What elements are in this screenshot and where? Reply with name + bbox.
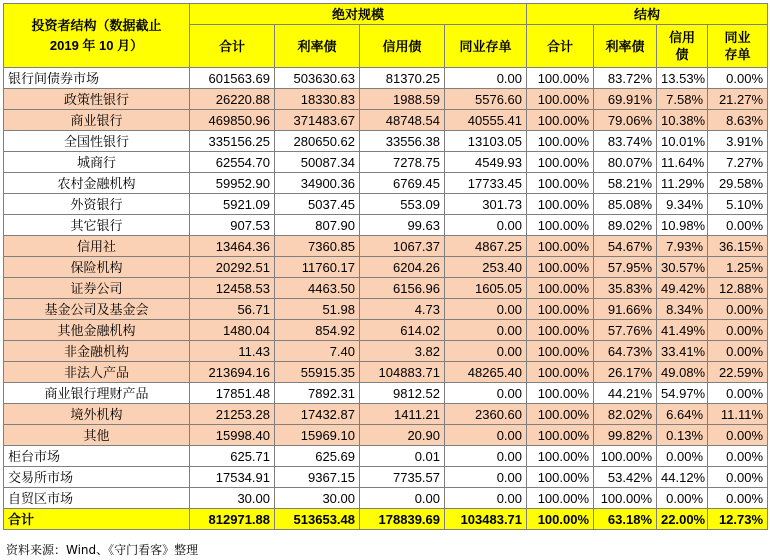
cell-value: 34900.36	[275, 173, 360, 194]
cell-value: 6156.96	[360, 278, 445, 299]
table-row	[4, 446, 768, 467]
cell-value: 79.06%	[594, 110, 657, 131]
cell-value: 55915.35	[275, 362, 360, 383]
cell-value: 0.00	[445, 320, 527, 341]
cell-value: 907.53	[190, 215, 275, 236]
cell-value: 26220.88	[190, 89, 275, 110]
cell-value: 1.25%	[708, 257, 768, 278]
cell-value: 99.82%	[594, 425, 657, 446]
cell-value: 29.58%	[708, 173, 768, 194]
row-label: 商业银行理财产品	[4, 383, 190, 404]
cell-value: 5037.45	[275, 194, 360, 215]
cell-value: 17432.87	[275, 404, 360, 425]
cell-value: 13.53%	[657, 68, 708, 89]
cell-value: 301.73	[445, 194, 527, 215]
cell-value: 11.29%	[657, 173, 708, 194]
cell-value: 7892.31	[275, 383, 360, 404]
cell-value: 0.01	[360, 446, 445, 467]
cell-value: 4867.25	[445, 236, 527, 257]
cell-value: 12.88%	[708, 278, 768, 299]
cell-value: 0.00	[445, 68, 527, 89]
cell-value: 53.42%	[594, 467, 657, 488]
cell-value: 82.02%	[594, 404, 657, 425]
cell-value: 11.11%	[708, 404, 768, 425]
cell-value: 1067.37	[360, 236, 445, 257]
cell-value: 30.00	[190, 488, 275, 509]
cell-value: 21253.28	[190, 404, 275, 425]
cell-value: 5921.09	[190, 194, 275, 215]
cell-value: 69.91%	[594, 89, 657, 110]
cell-value: 15998.40	[190, 425, 275, 446]
cell-value: 213694.16	[190, 362, 275, 383]
row-label: 柜台市场	[4, 446, 190, 467]
cell-value: 469850.96	[190, 110, 275, 131]
table-row	[4, 362, 768, 383]
row-label: 外资银行	[4, 194, 190, 215]
struct-col-header-0: 合计	[527, 25, 594, 68]
row-label: 政策性银行	[4, 89, 190, 110]
row-label: 基金公司及基金会	[4, 299, 190, 320]
cell-value: 280650.62	[275, 131, 360, 152]
table-row	[4, 278, 768, 299]
cell-value: 48748.54	[360, 110, 445, 131]
cell-value: 0.00%	[708, 383, 768, 404]
table-row	[4, 152, 768, 173]
cell-value: 100.00%	[527, 152, 594, 173]
cell-value: 33.41%	[657, 341, 708, 362]
cell-value: 100.00%	[594, 488, 657, 509]
cell-value: 100.00%	[527, 131, 594, 152]
row-label: 其他金融机构	[4, 320, 190, 341]
cell-value: 100.00%	[527, 446, 594, 467]
row-label: 信用社	[4, 236, 190, 257]
cell-value: 0.13%	[657, 425, 708, 446]
struct-col-header-1: 利率债	[594, 25, 657, 68]
cell-value: 4463.50	[275, 278, 360, 299]
cell-value: 20.90	[360, 425, 445, 446]
table-row	[4, 89, 768, 110]
table-row	[4, 509, 768, 530]
row-label: 农村金融机构	[4, 173, 190, 194]
cell-value: 54.67%	[594, 236, 657, 257]
cell-value: 30.57%	[657, 257, 708, 278]
cell-value: 64.73%	[594, 341, 657, 362]
table-row	[4, 68, 768, 89]
cell-value: 1480.04	[190, 320, 275, 341]
cell-value: 21.27%	[708, 89, 768, 110]
row-label: 其它银行	[4, 215, 190, 236]
row-label: 商业银行	[4, 110, 190, 131]
cell-value: 0.00%	[708, 320, 768, 341]
cell-value: 100.00%	[527, 341, 594, 362]
cell-value: 0.00%	[708, 68, 768, 89]
row-label: 城商行	[4, 152, 190, 173]
cell-value: 49.42%	[657, 278, 708, 299]
cell-value: 3.82	[360, 341, 445, 362]
cell-value: 83.72%	[594, 68, 657, 89]
cell-value: 8.63%	[708, 110, 768, 131]
cell-value: 100.00%	[527, 89, 594, 110]
group-header-structure: 结构	[527, 4, 768, 25]
cell-value: 5.10%	[708, 194, 768, 215]
row-label: 其他	[4, 425, 190, 446]
cell-value: 99.63	[360, 215, 445, 236]
abs-col-header-0: 合计	[190, 25, 275, 68]
table-body	[4, 68, 768, 530]
cell-value: 30.00	[275, 488, 360, 509]
cell-value: 100.00%	[527, 110, 594, 131]
cell-value: 0.00	[445, 446, 527, 467]
cell-value: 178839.69	[360, 509, 445, 530]
cell-value: 1605.05	[445, 278, 527, 299]
cell-value: 4.73	[360, 299, 445, 320]
cell-value: 7735.57	[360, 467, 445, 488]
row-label: 非金融机构	[4, 341, 190, 362]
cell-value: 12.73%	[708, 509, 768, 530]
cell-value: 22.59%	[708, 362, 768, 383]
cell-value: 0.00%	[657, 488, 708, 509]
cell-value: 26.17%	[594, 362, 657, 383]
cell-value: 100.00%	[527, 68, 594, 89]
table-row	[4, 110, 768, 131]
cell-value: 100.00%	[527, 173, 594, 194]
cell-value: 50087.34	[275, 152, 360, 173]
table-row	[4, 383, 768, 404]
cell-value: 6.64%	[657, 404, 708, 425]
cell-value: 103483.71	[445, 509, 527, 530]
cell-value: 57.95%	[594, 257, 657, 278]
cell-value: 0.00%	[708, 341, 768, 362]
cell-value: 9367.15	[275, 467, 360, 488]
cell-value: 0.00%	[708, 425, 768, 446]
row-label: 自贸区市场	[4, 488, 190, 509]
row-label: 证券公司	[4, 278, 190, 299]
cell-value: 0.00%	[708, 446, 768, 467]
cell-value: 44.21%	[594, 383, 657, 404]
cell-value: 59952.90	[190, 173, 275, 194]
cell-value: 91.66%	[594, 299, 657, 320]
cell-value: 854.92	[275, 320, 360, 341]
cell-value: 18330.83	[275, 89, 360, 110]
cell-value: 100.00%	[527, 215, 594, 236]
cell-value: 0.00	[445, 488, 527, 509]
cell-value: 100.00%	[527, 383, 594, 404]
cell-value: 40555.41	[445, 110, 527, 131]
cell-value: 62554.70	[190, 152, 275, 173]
cell-value: 625.69	[275, 446, 360, 467]
cell-value: 36.15%	[708, 236, 768, 257]
cell-value: 5576.60	[445, 89, 527, 110]
cell-value: 253.40	[445, 257, 527, 278]
cell-value: 3.91%	[708, 131, 768, 152]
cell-value: 7.27%	[708, 152, 768, 173]
cell-value: 15969.10	[275, 425, 360, 446]
table-row	[4, 131, 768, 152]
table-row	[4, 341, 768, 362]
cell-value: 371483.67	[275, 110, 360, 131]
source-note: 资料来源：Wind、《守门看客》整理	[6, 543, 199, 557]
group-header-absolute: 绝对规模	[190, 4, 527, 25]
cell-value: 100.00%	[527, 425, 594, 446]
abs-col-header-3: 同业存单	[445, 25, 527, 68]
row-label: 非法人产品	[4, 362, 190, 383]
cell-value: 4549.93	[445, 152, 527, 173]
cell-value: 100.00%	[527, 362, 594, 383]
cell-value: 44.12%	[657, 467, 708, 488]
cell-value: 22.00%	[657, 509, 708, 530]
cell-value: 0.00	[445, 425, 527, 446]
cell-value: 0.00	[445, 215, 527, 236]
row-label: 境外机构	[4, 404, 190, 425]
cell-value: 104883.71	[360, 362, 445, 383]
cell-value: 0.00	[445, 467, 527, 488]
cell-value: 6204.26	[360, 257, 445, 278]
table-row	[4, 257, 768, 278]
cell-value: 54.97%	[657, 383, 708, 404]
cell-value: 0.00%	[708, 299, 768, 320]
cell-value: 812971.88	[190, 509, 275, 530]
cell-value: 81370.25	[360, 68, 445, 89]
cell-value: 35.83%	[594, 278, 657, 299]
cell-value: 100.00%	[527, 488, 594, 509]
row-label: 保险机构	[4, 257, 190, 278]
struct-col-header-2: 信用 债	[657, 25, 708, 68]
cell-value: 7.40	[275, 341, 360, 362]
cell-value: 9.34%	[657, 194, 708, 215]
table-row	[4, 173, 768, 194]
cell-value: 1988.59	[360, 89, 445, 110]
cell-value: 49.08%	[657, 362, 708, 383]
cell-value: 0.00	[445, 383, 527, 404]
cell-value: 0.00%	[708, 488, 768, 509]
cell-value: 335156.25	[190, 131, 275, 152]
cell-value: 10.98%	[657, 215, 708, 236]
cell-value: 625.71	[190, 446, 275, 467]
cell-value: 100.00%	[527, 236, 594, 257]
abs-col-header-1: 利率债	[275, 25, 360, 68]
cell-value: 1411.21	[360, 404, 445, 425]
cell-value: 513653.48	[275, 509, 360, 530]
cell-value: 33556.38	[360, 131, 445, 152]
table-row	[4, 467, 768, 488]
cell-value: 503630.63	[275, 68, 360, 89]
row-label: 交易所市场	[4, 467, 190, 488]
cell-value: 17851.48	[190, 383, 275, 404]
cell-value: 100.00%	[594, 446, 657, 467]
cell-value: 11.43	[190, 341, 275, 362]
cell-value: 63.18%	[594, 509, 657, 530]
cell-value: 17534.91	[190, 467, 275, 488]
cell-value: 0.00%	[657, 446, 708, 467]
cell-value: 11.64%	[657, 152, 708, 173]
cell-value: 6769.45	[360, 173, 445, 194]
cell-value: 553.09	[360, 194, 445, 215]
cell-value: 100.00%	[527, 257, 594, 278]
cell-value: 11760.17	[275, 257, 360, 278]
cell-value: 807.90	[275, 215, 360, 236]
cell-value: 10.38%	[657, 110, 708, 131]
cell-value: 12458.53	[190, 278, 275, 299]
cell-value: 614.02	[360, 320, 445, 341]
cell-value: 100.00%	[527, 194, 594, 215]
corner-header-line2: 2019 年 10 月）	[49, 37, 144, 53]
cell-value: 57.76%	[594, 320, 657, 341]
cell-value: 48265.40	[445, 362, 527, 383]
cell-value: 80.07%	[594, 152, 657, 173]
cell-value: 0.00	[445, 341, 527, 362]
struct-col-header-3: 同业 存单	[708, 25, 768, 68]
cell-value: 0.00	[360, 488, 445, 509]
corner-header	[4, 4, 190, 68]
cell-value: 0.00	[445, 299, 527, 320]
cell-value: 58.21%	[594, 173, 657, 194]
cell-value: 100.00%	[527, 509, 594, 530]
cell-value: 85.08%	[594, 194, 657, 215]
table-row	[4, 404, 768, 425]
cell-value: 41.49%	[657, 320, 708, 341]
cell-value: 100.00%	[527, 278, 594, 299]
cell-value: 56.71	[190, 299, 275, 320]
table-row	[4, 425, 768, 446]
cell-value: 83.74%	[594, 131, 657, 152]
header-row-1	[4, 4, 768, 25]
cell-value: 13103.05	[445, 131, 527, 152]
cell-value: 100.00%	[527, 467, 594, 488]
table-row	[4, 194, 768, 215]
row-label: 合计	[4, 509, 190, 530]
cell-value: 2360.60	[445, 404, 527, 425]
cell-value: 8.34%	[657, 299, 708, 320]
table-row	[4, 488, 768, 509]
cell-value: 7.93%	[657, 236, 708, 257]
corner-header-line1: 投资者结构（数据截止	[31, 17, 162, 33]
cell-value: 0.00%	[708, 467, 768, 488]
cell-value: 51.98	[275, 299, 360, 320]
cell-value: 100.00%	[527, 404, 594, 425]
cell-value: 7278.75	[360, 152, 445, 173]
cell-value: 100.00%	[527, 299, 594, 320]
cell-value: 601563.69	[190, 68, 275, 89]
row-label: 银行间债券市场	[4, 68, 190, 89]
cell-value: 7360.85	[275, 236, 360, 257]
row-label: 全国性银行	[4, 131, 190, 152]
table-row	[4, 215, 768, 236]
cell-value: 20292.51	[190, 257, 275, 278]
table-row	[4, 236, 768, 257]
cell-value: 9812.52	[360, 383, 445, 404]
cell-value: 0.00%	[708, 215, 768, 236]
cell-value: 100.00%	[527, 320, 594, 341]
table-row	[4, 299, 768, 320]
cell-value: 89.02%	[594, 215, 657, 236]
abs-col-header-2: 信用债	[360, 25, 445, 68]
cell-value: 13464.36	[190, 236, 275, 257]
cell-value: 10.01%	[657, 131, 708, 152]
table-row	[4, 320, 768, 341]
investor-structure-table	[3, 3, 768, 530]
cell-value: 7.58%	[657, 89, 708, 110]
cell-value: 17733.45	[445, 173, 527, 194]
